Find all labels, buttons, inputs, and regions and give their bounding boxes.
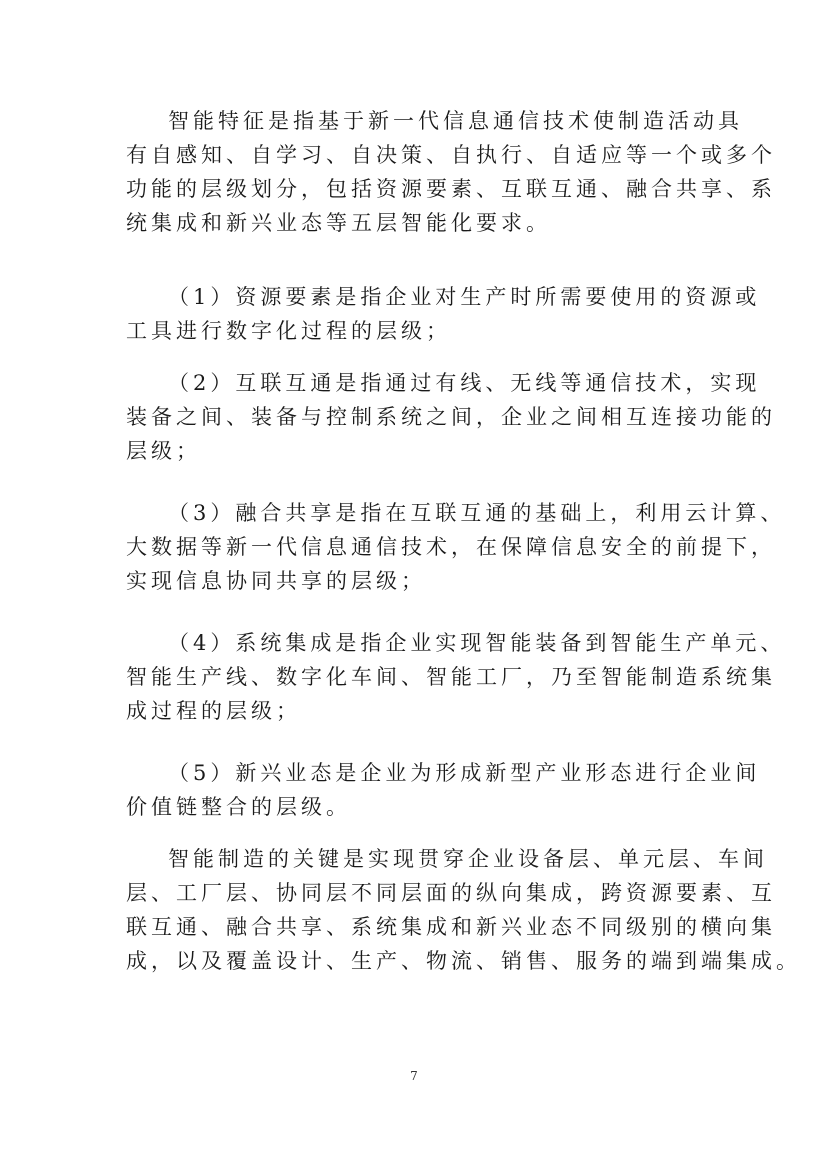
paragraph-line: 实现信息协同共享的层级； [126,569,426,593]
paragraph-line: 联互通、融合共享、系统集成和新兴业态不同级别的横向集 [126,915,776,939]
paragraph-line: 功能的层级划分，包括资源要素、互联互通、融合共享、系 [126,177,776,201]
paragraph-line: 成，以及覆盖设计、生产、物流、销售、服务的端到端集成。 [126,949,801,973]
paragraph-line: 智能制造的关键是实现贯穿企业设备层、单元层、车间 [168,847,768,871]
paragraph-line: （3）融合共享是指在互联互通的基础上，利用云计算、 [168,501,786,525]
paragraph-item-1 [126,280,761,348]
paragraph-line: 统集成和新兴业态等五层智能化要求。 [126,211,551,235]
paragraph-line: 有自感知、自学习、自决策、自执行、自适应等一个或多个 [126,143,776,167]
paragraph-line: 工具进行数字化过程的层级； [126,319,451,343]
paragraph-line: （2）互联互通是指通过有线、无线等通信技术，实现 [168,371,761,395]
paragraph-line: 层级； [126,439,201,463]
paragraph-line: （4）系统集成是指企业实现智能装备到智能生产单元、 [168,631,786,655]
page-number: 7 [410,1069,418,1083]
paragraph-line: （5）新兴业态是企业为形成新型产业形态进行企业间 [168,761,761,785]
paragraph-item-3 [126,496,786,598]
paragraph-line: 智能生产线、数字化车间、智能工厂，乃至智能制造系统集 [126,665,776,689]
paragraph-item-5 [126,756,761,824]
paragraph-item-4 [126,626,786,728]
paragraph-line: （1）资源要素是指企业对生产时所需要使用的资源或 [168,285,761,309]
paragraph-item-2 [126,366,776,468]
paragraph-intro [126,104,776,240]
paragraph-line: 层、工厂层、协同层不同层面的纵向集成，跨资源要素、互 [126,881,776,905]
paragraph-line: 智能特征是指基于新一代信息通信技术使制造活动具 [168,109,743,133]
paragraph-line: 装备之间、装备与控制系统之间，企业之间相互连接功能的 [126,405,776,429]
paragraph-line: 价值链整合的层级。 [126,795,351,819]
paragraph-key [126,842,801,978]
paragraph-line: 大数据等新一代信息通信技术，在保障信息安全的前提下， [126,535,776,559]
paragraph-line: 成过程的层级； [126,699,301,723]
